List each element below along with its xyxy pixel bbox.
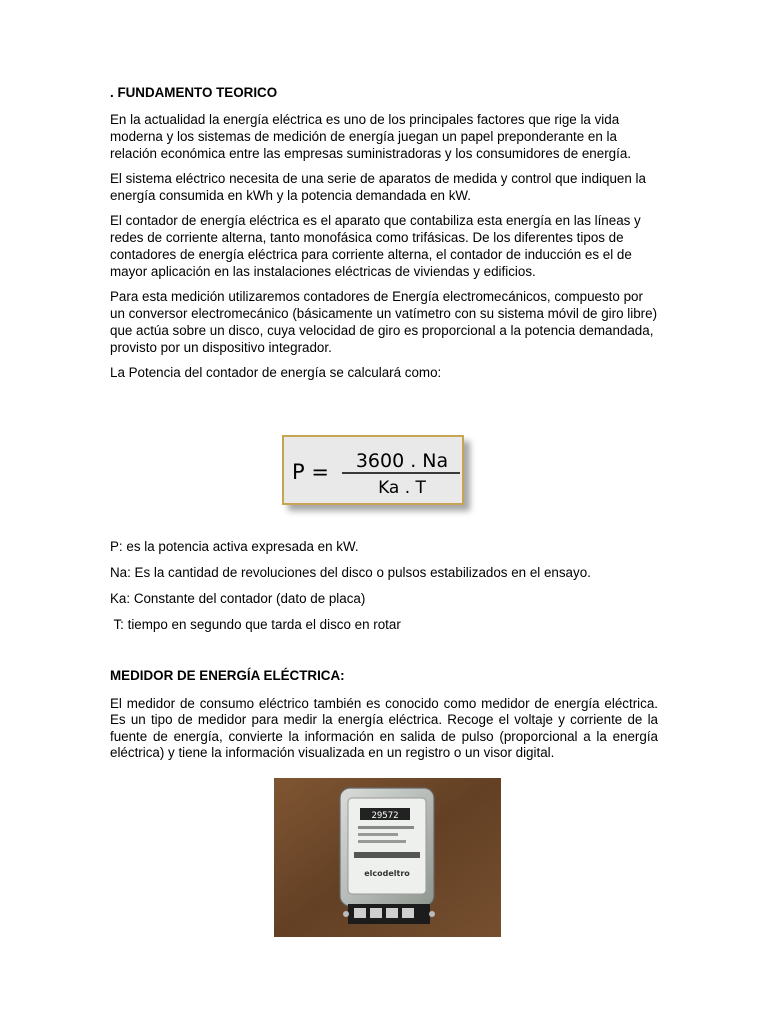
formula-denominator: Ka . T — [378, 478, 426, 498]
definition-p: P: es la potencia activa expresada en kW. — [110, 539, 359, 554]
paragraph-4: Para esta medición utilizaremos contadores de Energía electromecánicos, compuesto por un conversor electromecánico (básicamente un vatímetro con su sistema móvil de giro libre) que actúa sobre un disco, cuya velocidad de giro es proporcional a la potencia demandada, provisto por un dispositivo integrador. — [110, 289, 658, 355]
section-title: . FUNDAMENTO TEORICO — [110, 85, 278, 100]
section-fundamento — [110, 84, 658, 389]
paragraph-1: En la actualidad la energía eléctrica es uno de los principales factores que rige la vida moderna y los sistemas de medición de energía juegan un papel preponderante en la relación económica entre las empresas suministradoras y los consumidores de energía. — [110, 112, 631, 161]
definition-na: Na: Es la cantidad de revoluciones del disco o pulsos estabilizados en el ensayo. — [110, 565, 591, 580]
formula-box — [282, 435, 464, 505]
section-medidor — [110, 668, 658, 770]
definitions-list — [110, 538, 658, 642]
formula-numerator: 3600 . Na — [355, 450, 449, 472]
paragraph-2: El sistema eléctrico necesita de una serie de aparatos de medida y control que indiquen la energía consumida en kWh y la potencia demandada en kW. — [110, 171, 646, 203]
meter-counter: 29572 — [371, 811, 399, 821]
definition-ka: Ka: Constante del contador (dato de placa) — [110, 591, 366, 606]
formula-lhs: P = — [292, 460, 329, 484]
paragraph-medidor: El medidor de consumo eléctrico también es conocido como medidor de energía eléctrica. Es un tipo de medidor para medir la energía eléctrica. Recoge el voltaje y corriente de la fuente de energía, convierte la información en salida de pulso (proporcional a la energía eléctrica) y tiene la información visualizada en un registro o un visor digital. — [110, 695, 658, 760]
energy-meter-photo — [274, 778, 501, 937]
paragraph-3: El contador de energía eléctrica es el aparato que contabiliza esta energía en las líneas y redes de corriente alterna, tanto monofásica como trifásicas. De los diferentes tipos de contadores de energía eléctrica para corriente alterna, el contador de inducción es el de mayor aplicación en las instalaciones eléctricas de viviendas y edificios. — [110, 213, 641, 279]
paragraph-5: La Potencia del contador de energía se calculará como: — [110, 365, 442, 380]
definition-t: T: tiempo en segundo que tarda el disco en rotar — [110, 617, 401, 632]
section-title-medidor: MEDIDOR DE ENERGÍA ELÉCTRICA: — [110, 668, 345, 683]
meter-brand: elcodeltro — [364, 869, 410, 878]
